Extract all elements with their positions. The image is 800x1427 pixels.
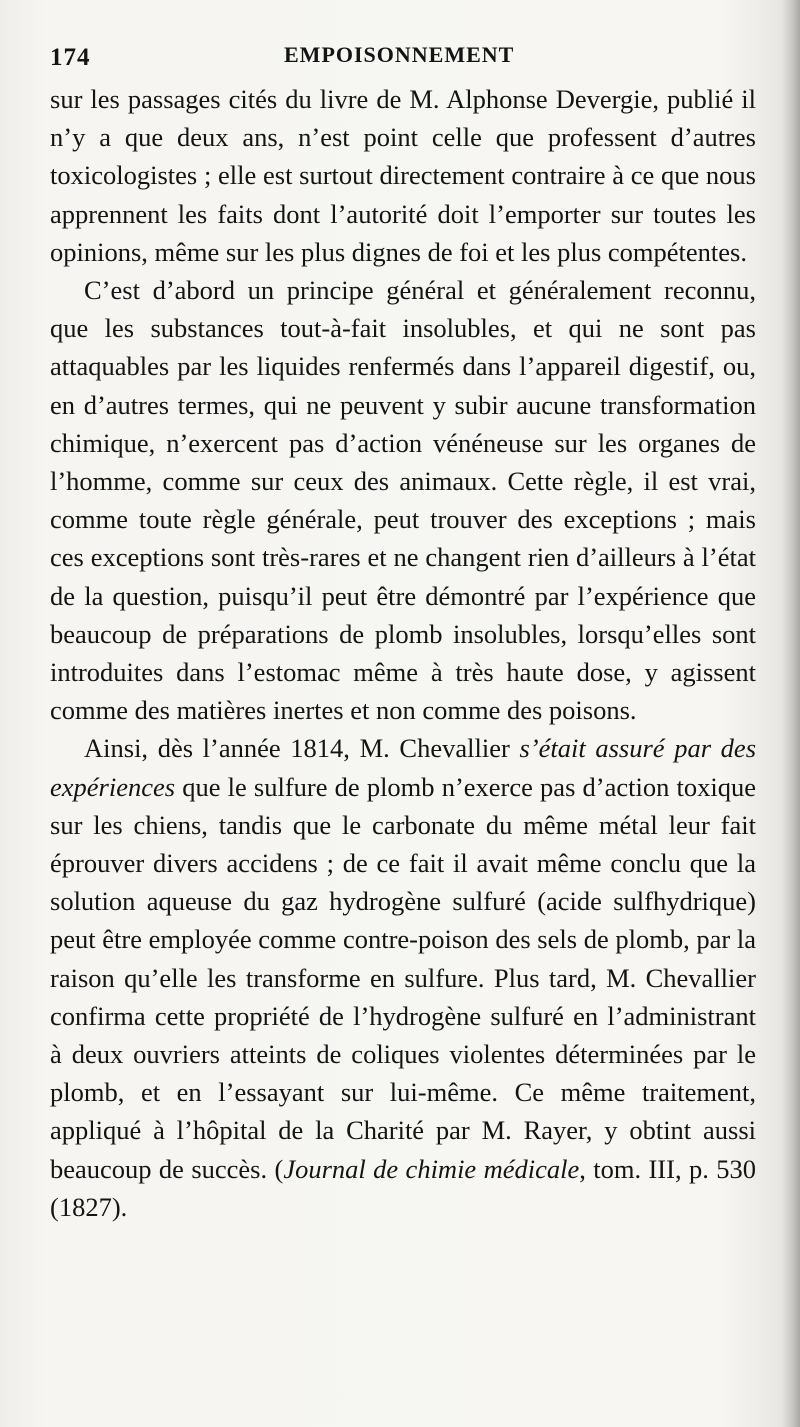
running-title: EMPOISONNEMENT: [284, 42, 515, 67]
page-number: 174: [50, 44, 91, 71]
page-edge-shadow: [782, 0, 800, 1427]
paragraph-3: [50, 729, 756, 1226]
paragraph-3-part-c: , tom. III, p. 530 (1827).: [50, 1153, 756, 1222]
journal-title: Journal de chimie médicale: [283, 1153, 580, 1184]
paragraph-3-part-b: que le sulfure de plomb n’exerce pas d’action toxique sur les chiens, tandis que le carbonate du même métal leur fait éprouver divers accidens ; de ce fait il avait même conclu que la solution aqueuse du gaz hydrogène sulfuré (acide sulfhydrique) peut être employée comme contre-poison des sels de plomb, par la raison qu’elle les transforme en sulfure. Plus tard, M. Chevallier confirma cette propriété de l’hydrogène sulfuré en l’administrant à deux ouvriers atteints de coliques violentes déterminées par le plomb, et en l’essayant sur lui-même. Ce même traitement, appliqué à l’hôpital de la Charité par M. Rayer, y obtint aussi beaucoup de succès. (: [50, 771, 756, 1184]
paragraph-1: sur les passages cités du livre de M. Alphonse Devergie, publié il n’y a que deux ans, n’est point celle que professent d’autres toxicologistes ; elle est surtout directement contraire à ce que nous apprennent les faits dont l’autorité doit l’emporter sur toutes les opinions, même sur les plus dignes de foi et les plus compétentes.: [50, 84, 756, 267]
body-text: [50, 80, 756, 1226]
paragraph-3-part-a: Ainsi, dès l’année 1814, M. Chevallier: [84, 733, 510, 764]
page-header: [44, 38, 760, 78]
italic-phrase: s’était assuré par des expériences: [50, 733, 757, 802]
paragraph-2: C’est d’abord un principe général et généralement reconnu, que les substances tout-à-fait insolubles, et qui ne sont pas attaquables par les liquides renfermés dans l’appareil digestif, ou, en d’autres termes, qui ne peuvent y subir aucune transformation chimique, n’exercent pas d’action vénéneuse sur les organes de l’homme, comme sur ceux des animaux. Cette règle, il est vrai, comme toute règle générale, peut trouver des exceptions ; mais ces exceptions sont très-rares et ne changent rien d’ailleurs à l’état de la question, puisqu’il peut être démontré par l’expérience que beaucoup de préparations de plomb insolubles, lorsqu’elles sont introduites dans l’estomac même à très haute dose, y agissent comme des matières inertes et non comme des poisons.: [50, 275, 756, 726]
